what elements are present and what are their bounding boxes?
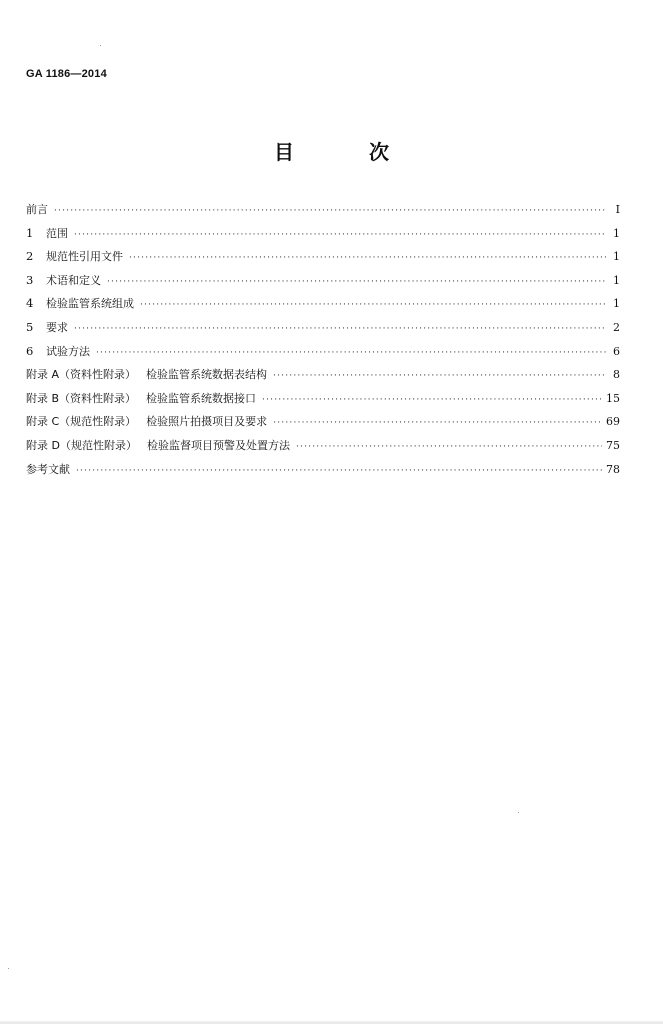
toc-entry-label: 试验方法 <box>46 344 90 358</box>
toc-entry-page: 6 <box>613 344 620 358</box>
toc-entry-annex-a[interactable] <box>26 363 620 387</box>
toc-entry-foreword[interactable] <box>26 198 620 222</box>
toc-entry-label: 范围 <box>46 226 68 240</box>
toc-entry-label: 检验监管系统数据表结构 <box>146 368 268 382</box>
toc-entry-number: 1 <box>26 225 34 240</box>
scan-speck <box>100 45 101 46</box>
toc-annex-prefix: 附录 D（规范性附录） <box>26 438 137 452</box>
toc-entry-number: 3 <box>26 272 34 287</box>
toc-entry-page: 1 <box>613 250 620 264</box>
toc-entry-number: 6 <box>26 343 34 358</box>
toc-leader-dots <box>54 200 606 224</box>
toc-title: 目 次 <box>274 140 423 164</box>
toc-entry-annex-c[interactable] <box>26 410 620 434</box>
standard-number: GA 1186—2014 <box>26 68 107 80</box>
scan-speck <box>518 812 519 813</box>
toc-entry-page: 1 <box>613 297 620 311</box>
toc-entry-page: 1 <box>613 273 620 287</box>
toc-entry-number: 2 <box>26 249 34 264</box>
toc-entry-page: 15 <box>606 391 620 405</box>
toc-entry-scope[interactable] <box>26 222 620 246</box>
toc-entry-label: 规范性引用文件 <box>46 250 123 264</box>
toc-entry-label: 检验照片拍摄项目及要求 <box>146 415 268 429</box>
toc-leader-dots <box>273 365 606 389</box>
toc-entry-label: 术语和定义 <box>46 273 101 287</box>
toc-entry-page: 75 <box>606 438 620 452</box>
toc-leader-dots <box>96 342 606 366</box>
toc-leader-dots <box>273 412 602 436</box>
toc-annex-prefix: 附录 C（规范性附录） <box>26 415 137 429</box>
toc-leader-dots <box>74 224 606 248</box>
scan-speck <box>8 968 9 969</box>
toc-leader-dots <box>107 271 606 295</box>
toc-entry-number: 5 <box>26 319 34 334</box>
toc-entry-label: 检验监管系统数据接口 <box>146 391 257 405</box>
toc-entry-page: 1 <box>613 226 620 240</box>
toc-leader-dots <box>74 318 606 342</box>
toc-entry-page: Ⅰ <box>615 203 620 216</box>
toc-annex-prefix: 附录 A（资料性附录） <box>26 368 137 382</box>
toc-leader-dots <box>262 389 602 413</box>
table-of-contents <box>26 198 620 481</box>
toc-entry-label: 要求 <box>46 320 68 334</box>
toc-entry-page: 8 <box>613 368 620 382</box>
toc-entry-annex-d[interactable] <box>26 434 620 458</box>
toc-leader-dots <box>76 460 602 484</box>
toc-entry-label: 参考文献 <box>26 462 70 476</box>
toc-entry-test-methods[interactable] <box>26 340 620 364</box>
toc-leader-dots <box>296 436 602 460</box>
toc-entry-normative-references[interactable] <box>26 245 620 269</box>
toc-entry-page: 78 <box>606 462 620 476</box>
toc-entry-bibliography[interactable] <box>26 458 620 482</box>
toc-leader-dots <box>140 294 606 318</box>
toc-entry-system-composition[interactable] <box>26 292 620 316</box>
toc-entry-annex-b[interactable] <box>26 387 620 411</box>
toc-entry-page: 2 <box>613 320 620 334</box>
toc-entry-label: 前言 <box>26 203 48 216</box>
toc-entry-terms-definitions[interactable] <box>26 269 620 293</box>
toc-annex-prefix: 附录 B（资料性附录） <box>26 391 137 405</box>
toc-entry-label: 检验监管系统组成 <box>46 297 134 311</box>
toc-entry-label: 检验监督项目预警及处置方法 <box>146 438 290 452</box>
toc-leader-dots <box>129 247 606 271</box>
toc-entry-number: 4 <box>26 296 34 311</box>
toc-entry-requirements[interactable] <box>26 316 620 340</box>
toc-entry-page: 69 <box>606 415 620 429</box>
